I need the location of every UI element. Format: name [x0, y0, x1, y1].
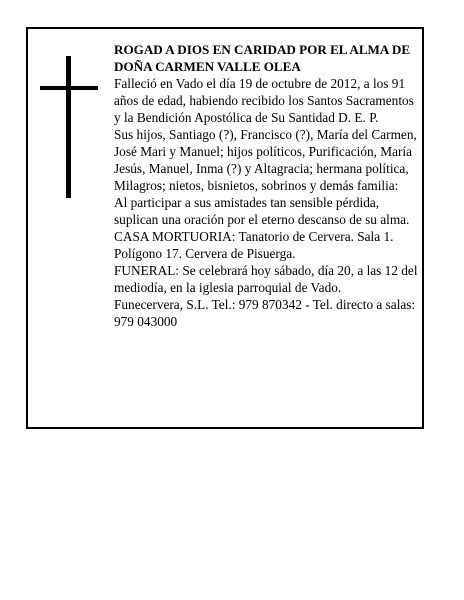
- death-announcement: Falleció en Vado el día 19 de octubre de 2012, a los 91 años de edad, habiendo recibido los Santos Sacramentos y la Bendición Apostólica de Su Santidad D. E. P.: [114, 76, 414, 125]
- cross-horizontal-bar: [40, 86, 98, 90]
- notice-text: [114, 41, 420, 330]
- notice-heading-prayer: ROGAD A DIOS EN CARIDAD POR EL ALMA DE: [114, 42, 411, 57]
- prayer-request: Al participar a sus amistades tan sensible pérdida, suplican una oración por el eterno descanso de su alma.: [114, 195, 410, 227]
- funeral-home-location: CASA MORTUORIA: Tanatorio de Cervera. Sala 1. Polígono 17. Cervera de Pisuerga.: [114, 229, 394, 261]
- cross-vertical-bar: [66, 56, 71, 198]
- family-list: Sus hijos, Santiago (?), Francisco (?), María del Carmen, José Mari y Manuel; hijos políticos, Purificación, María Jesús, Manuel, Inma (?) y Altagracia; hermana política, Milagros; nietos, bisnietos, sobrinos y demás familia:: [114, 127, 417, 193]
- funeral-service-details: FUNERAL: Se celebrará hoy sábado, día 20, a las 12 del mediodía, en la iglesia parroquial de Vado.: [114, 263, 418, 295]
- notice-heading-name: DOÑA CARMEN VALLE OLEA: [114, 59, 301, 74]
- obituary-notice: [26, 27, 424, 429]
- cross-icon: [40, 56, 98, 198]
- funeral-company-contact: Funecervera, S.L. Tel.: 979 870342 - Tel. directo a salas: 979 043000: [114, 297, 416, 329]
